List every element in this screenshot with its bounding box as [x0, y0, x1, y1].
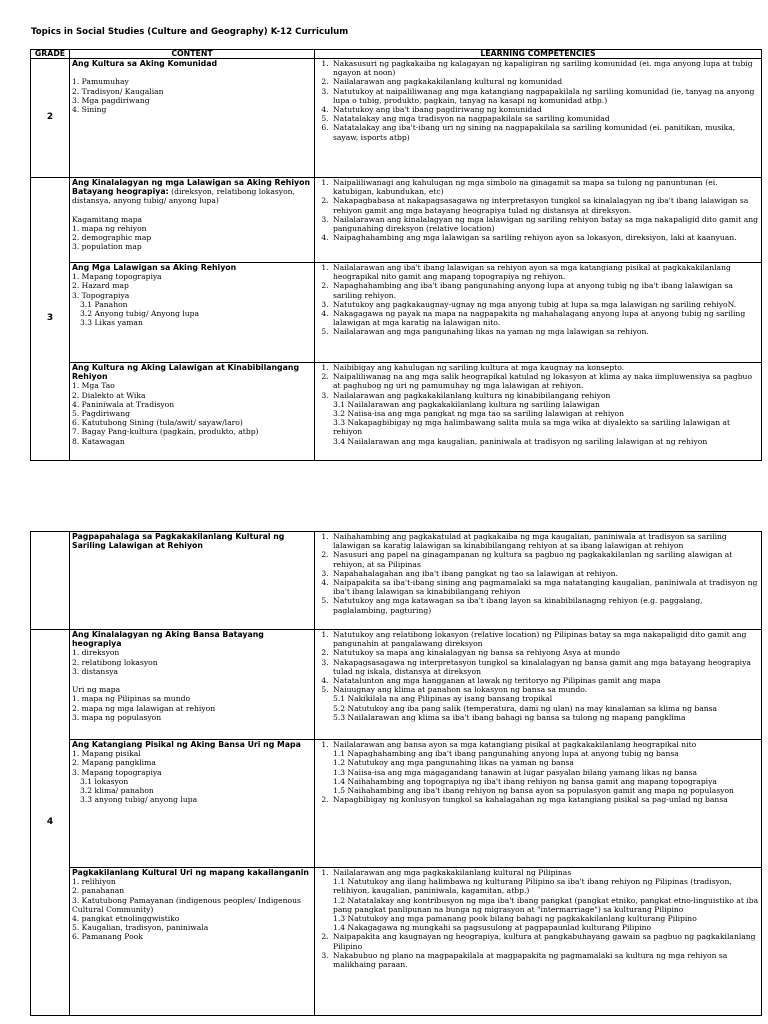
list-item: 2. Nailalarawan ang pagkakakilanlang kultural ng komunidad	[331, 77, 759, 86]
competency-list	[317, 263, 759, 337]
header-content: CONTENT	[70, 50, 315, 59]
content-heading: Ang Kinalalagyan ng Aking Bansa Batayang heograpiya	[72, 630, 264, 649]
list-item: 5. Natatalakay ang mga tradisyon na nagpapakilala sa sariling komunidad	[331, 114, 759, 123]
content-subitem: 3.1 lokasyon	[80, 776, 129, 786]
content-cell	[70, 868, 315, 1016]
list-subitem: 1.2 Natatalakay ang kontribusyon ng mga iba't ibang pangkat (pangkat etniko, pangkat etno-linguistiko at iba pang pangkat panlipunan na bunga ng migrasyon at "intermarriage") sa kulturang Pilipino	[333, 895, 759, 914]
curriculum-table-1	[30, 49, 762, 461]
list-subitem: 5.1 Nakikilala na ang Pilipinas ay isang bansang tropikal	[333, 694, 553, 704]
list-item: 6. Natatalakay ang iba't-ibang uri ng sining na nagpapakilala sa sariling komunidad (ei. panitikan, musika, sayaw, isports atbp)	[331, 123, 759, 141]
competency-list	[317, 178, 759, 242]
competencies-cell	[315, 740, 762, 868]
content-subitem: 3.3 anyong tubig/ anyong lupa	[80, 795, 198, 805]
list-subitem: 1.5 Naihahambing ang iba't ibang rehiyon ng bansa ayon sa populasyon gamit ang mapa ng populasyon	[333, 786, 734, 796]
competency-list	[317, 532, 759, 615]
list-item	[331, 740, 759, 795]
list-item	[331, 868, 759, 932]
header-grade: GRADE	[31, 50, 70, 59]
competency-list	[317, 740, 759, 804]
content-subitem: 3.2 Anyong tubig/ Anyong lupa	[80, 309, 200, 319]
curriculum-table-2	[30, 531, 762, 1016]
list-item-text: Nailalarawan ang bansa ayon sa mga katangiang pisikal at pagkakakilanlang heograpikal nito	[333, 740, 697, 749]
grade-cell: 3	[31, 178, 70, 461]
content-subitem: 3.2 klima/ panahon	[80, 786, 154, 796]
header-competencies: LEARNING COMPETENCIES	[315, 50, 762, 59]
content-items: 1. direksyon 2. relatibong lokasyon 3. distansya Uri ng mapa 1. mapa ng Pilipinas sa mundo 2. mapa ng mga lalawigan at rehiyon 3. mapa ng populasyon	[72, 648, 216, 722]
content-cell	[70, 740, 315, 868]
content-cell	[70, 59, 315, 178]
document-title: Topics in Social Studies (Culture and Geography) K-12 Curriculum	[31, 27, 349, 37]
content-heading-rest: (direksyon, relatibong lokasyon, distansya, anyong tubig/ anyong lupa)	[72, 187, 295, 206]
content-items: 1. Mga Tao 2. Dialekto at Wika 4. Paniniwala at Tradisyon 5. Pagdiriwang 6. Katutubong Sining (tula/awit/ sayaw/laro) 7. Bagay Pang-kultura (pagkain, produkto, atbp) 8. Katawagan	[72, 381, 259, 446]
list-item: 3. Napahahalagahan ang iba't ibang pangkat ng tao sa lalawigan at rehiyon.	[331, 569, 759, 578]
list-item-text: Nailalarawan ang mga pagkakakilanlang kultural ng Pilipinas	[333, 868, 572, 877]
list-subitem: 1.3 Natutukoy ang mga pamanang pook bilang bahagi ng pagkakakilanlang kulturang Pilipino	[333, 914, 697, 924]
list-item: 3. Nailalarawan ang kinalalagyan ng mga lalawigan ng sariling rehiyon batay sa mga nakapaligid dito gamit ang pangunahing direksyon (relative location)	[331, 215, 759, 233]
table-row	[31, 263, 762, 363]
list-item: 3. Natutukoy ang pagkakaugnay-ugnay ng mga anyong tubig at lupa sa mga lalawigan ng sariling rehiyoN.	[331, 300, 759, 309]
list-subitem: 5.2 Natutukoy ang iba pang salik (temperatura, dami ng ulan) na may kinalaman sa klima ng bansa	[333, 703, 718, 713]
list-subitem: 3.1 Nailalarawan ang pagkakakilanlang kultura ng sariling lalawigan	[333, 399, 600, 409]
content-heading: Ang Kinalalagyan ng mga Lalawigan sa Aking Rehiyon Batayang heograpiya:	[72, 178, 310, 197]
content-subitem: 3.3 Likas yaman	[80, 318, 143, 328]
competency-list	[317, 363, 759, 446]
content-cell	[70, 363, 315, 461]
content-items: 1. Pamumuhay 2. Tradisyon/ Kaugalian 3. Mga pagdiriwang 4. Sining	[72, 77, 164, 115]
list-subitem: 1.1 Natutukoy ang ilang halimbawa ng kulturang Pilipino sa iba't ibang rehiyon ng Pilipinas (tradisyon, relihiyon, kaugalian, paniniwala, kagamitan, atbp.)	[333, 877, 732, 896]
list-item: 2. Naipapakita ang kaugnayan ng heograpiya, kultura at pangkabuhayang gawain sa pagbuo ng pagkakilanlang Pilipino	[331, 932, 759, 950]
content-cell	[70, 178, 315, 263]
competencies-cell	[315, 178, 762, 263]
list-item: 5. Nailalarawan ang mga pangunahing likas na yaman ng mga lalawigan sa rehiyon.	[331, 327, 759, 336]
content-heading: Pagpapahalaga sa Pagkakakilanlang Kultural ng Sariling Lalawigan at Rehiyon	[72, 532, 285, 551]
list-subitem: 3.4 Nailalarawan ang mga kaugalian, paniniwala at tradisyon ng sariling lalawigan at ng rehiyon	[333, 436, 708, 446]
list-item: 3. Nakabubuo ng plano na magpapakilala at magpapakita ng pagmamalaki sa kultura ng mga rehiyon sa malikhaing paraan.	[331, 951, 759, 969]
list-subitem: 1.3 Naiisa-isa ang mga magagandang tanawin at lugar pasyalan bilang yamang likas ng bansa	[333, 767, 698, 777]
content-items: Kagamitang mapa 1. mapa ng rehiyon 2. demographic map 3. population map	[72, 214, 152, 252]
list-subitem: 1.1 Napaghahambing ang iba't ibang pangunahing anyong lupa at anyong tubig ng bansa	[333, 749, 679, 759]
list-item: 1. Nakasusuri ng pagkakaiba ng kalagayan ng kapaligiran ng sariling komunidad (ei. mga anyong lupa at tubig ngayon at noon)	[331, 59, 759, 77]
competencies-cell	[315, 263, 762, 363]
header-row	[31, 50, 762, 59]
list-subitem: 5.3 Nailalarawan ang klima sa iba't ibang bahagi ng bansa sa tulong ng mapang pangklima	[333, 712, 686, 722]
competency-list	[317, 868, 759, 969]
table-row	[31, 740, 762, 868]
list-item	[331, 685, 759, 722]
list-subitem: 1.4 Nakagagawa ng mungkahi sa pagsusulong at pagpapaunlad kulturang Pilipino	[333, 923, 652, 933]
list-item: 2. Nasusuri ang papel na ginagampanan ng kultura sa pagbuo ng pagkakakilanlan ng sariling alawigan at rehiyon, at sa Pilipinas	[331, 550, 759, 568]
competencies-cell	[315, 59, 762, 178]
grade-cell: 4	[31, 630, 70, 1016]
list-item: 1. Naihahambing ang pagkakatulad at pagkakaiba ng mga kaugalian, paniniwala at tradisyon sa sariling lalawigan sa karatig lalawigan sa kinabibilangang rehiyon at sa ibang lalawigan at rehiyon	[331, 532, 759, 550]
list-item-text: Nailalarawan ang pagkakakilanlang kultura ng kinabibilangang rehiyon	[333, 390, 611, 400]
list-item: 4. Nakagagawa ng payak na mapa na nagpapakita ng mahahalagang anyong lupa at anyong tubig ng sariling lalawigan at mga karatig na lalawigan nito.	[331, 309, 759, 327]
list-item: 2. Napaghahambing ang iba't ibang pangunahing anyong lupa at anyong tubig ng iba't ibang lalawigan sa sariling rehiyon.	[331, 281, 759, 299]
list-item: 4. Natutukoy ang iba't ibang pagdiriwang ng komunidad	[331, 105, 759, 114]
list-subitem: 1.4 Naihahambing ang topograpiya ng iba't ibang rehiyon ng bansa gamit ang mapang topograpiya	[333, 776, 717, 786]
table-row	[31, 868, 762, 1016]
list-item: 2. Natutukoy sa mapa ang kinalalagyan ng bansa sa rehiyong Asya at mundo	[331, 648, 759, 657]
grade-cell	[31, 532, 70, 630]
list-item: 1. Natutukoy ang relatibong lokasyon (relative location) ng Pilipinas batay sa mga nakapaligid dito gamit ang pangunahin at pangalawang direksyon	[331, 630, 759, 648]
content-heading: Ang Mga Lalawigan sa Aking Rehiyon	[72, 263, 237, 272]
table-row	[31, 532, 762, 630]
content-heading: Ang Katangiang Pisikal ng Aking Bansa Uri ng Mapa	[72, 740, 301, 749]
list-item: 4. Natatalunton ang mga hangganan at lawak ng teritoryo ng Pilipinas gamit ang mapa	[331, 676, 759, 685]
content-heading: Ang Kultura ng Aking Lalawigan at Kinabibilangang Rehiyon	[72, 363, 300, 382]
list-item: 4. Naipapakita sa iba't-ibang sining ang pagmamalaki sa mga natatanging kaugalian, paniniwala at tradisyon ng iba't ibang lalawigan sa kinabibilangang rehiyon	[331, 578, 759, 596]
list-item: 5. Natutukoy ang mga katawagan sa iba't ibang layon sa kinabibilanagng rehiyon (e.g. paggalang, paglalambing, pagturing)	[331, 596, 759, 614]
competency-list	[317, 59, 759, 142]
table-row	[31, 178, 762, 263]
content-cell	[70, 630, 315, 740]
list-item: 3. Nakapagsasagawa ng interpretasyon tungkol sa kinalalagyan ng bansa gamit ang mga batayang heograpiya tulad ng iskala, distansya at direksyon	[331, 658, 759, 676]
list-item: 3. Natutukoy at naipaliliwanag ang mga katangiang nagpapakilala ng sariling komunidad (ie, tanyag na anyong lupa o tubig, produkto, pagkain, tanyag na kasapi ng komunidad atbp.)	[331, 87, 759, 105]
list-item	[331, 391, 759, 446]
list-item: 1. Naibibigay ang kahulugan ng sariling kultura at mga kaugnay na konsepto.	[331, 363, 759, 372]
content-heading: Ang Kultura sa Aking Komunidad	[72, 59, 218, 68]
table-row	[31, 59, 762, 178]
content-cell	[70, 532, 315, 630]
list-item: 2. Napagbibigay ng konlusyon tungkol sa kahalagahan ng mga katangiang pisikal sa pag-unlad ng bansa	[331, 795, 759, 804]
content-items: 1. Mapang topograpiya 2. Hazard map 3. Topograpiya	[72, 272, 162, 300]
competency-list	[317, 630, 759, 722]
content-items: 1. Mapang pisikal 2. Mapang pangklima 3. Mapang topograpiya	[72, 749, 162, 777]
content-subitem: 3.1 Panahon	[80, 299, 128, 309]
list-subitem: 1.2 Natutukoy ang mga pangunahing likas na yaman ng bansa	[333, 758, 574, 768]
competencies-cell	[315, 630, 762, 740]
list-subitem: 3.3 Nakapagbibigay ng mga halimbawang salita mula sa mga wika at diyalekto sa sariling lalawigan at rehiyon	[333, 418, 731, 437]
list-item: 2. Naipaliliwanag na ang mga salik heograpikal katulad ng lokasyon at klima ay naka iimpluwensiya sa pagbuo at paghubog ng uri ng pamumuhay ng mga lalawigan at rehiyon.	[331, 372, 759, 390]
list-item: 4. Naipaghahambing ang mga lalawigan sa sariling rehiyon ayon sa lokasyon, direksiyon, laki at kaanyuan.	[331, 233, 759, 242]
content-items: 1. relihiyon 2. panahanan 3. Katutubong Pamayanan (indigenous peoples/ Indigenous Cultural Community) 4. pangkat etnolinggwistiko 5. Kaugalian, tradisyon, paniniwala 6. Pamanang Pook	[72, 877, 301, 942]
content-cell	[70, 263, 315, 363]
list-item: 2. Nakapagbabasa at nakapagsasagawa ng interpretasyon tungkol sa kinalalagyan ng iba't ibang lalawigan sa rehiyon gamit ang mga batayang heograpiya tulad ng distansya at direksyon.	[331, 196, 759, 214]
table-row	[31, 630, 762, 740]
list-item: 1. Naipaliliwanagi ang kahulugan ng mga simbolo na ginagamit sa mapa sa tulong ng panuntunan (ei. katubigan, kabundukan, etc)	[331, 178, 759, 196]
table-row	[31, 363, 762, 461]
grade-cell: 2	[31, 59, 70, 178]
list-item-text: Naiuugnay ang klima at panahon sa lokasyon ng bansa sa mundo.	[333, 685, 588, 695]
competencies-cell	[315, 532, 762, 630]
list-subitem: 3.2 Naiisa-isa ang mga pangkat ng mga tao sa sariling lalawigan at rehiyon	[333, 409, 625, 419]
content-heading: Pagkakilanlang Kultural Uri ng mapang kakailanganin	[72, 868, 309, 877]
list-item: 1. Nailalarawan ang iba't ibang lalawigan sa rehiyon ayon sa mga katangiang pisikal at pagkakakilanlang heograpikal nito gamit ang mapang topograpiya ng rehiyon.	[331, 263, 759, 281]
competencies-cell	[315, 868, 762, 1016]
competencies-cell	[315, 363, 762, 461]
